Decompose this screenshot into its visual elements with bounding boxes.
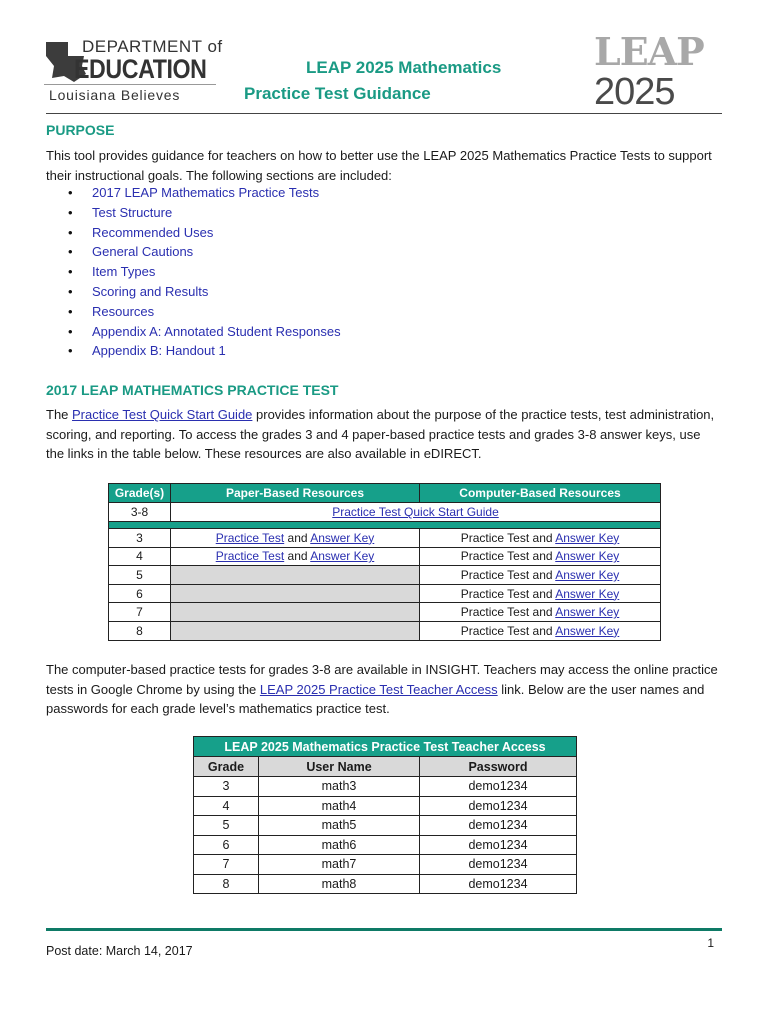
col-header-password: Password	[420, 757, 577, 777]
logo-line1: DEPARTMENT of	[82, 37, 223, 56]
table-row	[194, 816, 577, 836]
table-row	[194, 855, 577, 875]
leap-2025-logo	[594, 29, 724, 113]
col-header-grade: Grade	[194, 757, 259, 777]
section-link[interactable]: • Item Types	[46, 262, 546, 282]
username-cell: math3	[259, 777, 420, 797]
table-row	[194, 777, 577, 797]
teacher-access-table	[193, 736, 577, 894]
text: Practice Test	[460, 530, 530, 545]
footer-rule	[46, 928, 722, 931]
password-cell: demo1234	[420, 796, 577, 816]
computer-cell	[420, 566, 661, 585]
paper-practice-test-link[interactable]: Practice Test	[215, 530, 285, 545]
page-number: 1	[707, 936, 714, 950]
table-row	[109, 566, 661, 585]
grade-cell: 4	[109, 547, 171, 566]
post-date: Post date: March 14, 2017	[46, 944, 193, 958]
text: provides information about the purpose of the practice tests, test administration, scoring, and reporting. To access the grades 3 and 4 paper-based practice tests and grades 3-8 answer keys, use the links in the table below. These resources are also available in eDIRECT.	[46, 407, 715, 461]
col-header-grade: Grade(s)	[109, 484, 171, 503]
grade-cell: 8	[194, 874, 259, 894]
computer-answer-key-link[interactable]: Answer Key	[555, 605, 620, 620]
col-header-paper: Paper-Based Resources	[171, 484, 420, 503]
text: Practice Test	[460, 605, 530, 620]
section-list	[46, 183, 546, 361]
grade-cell: 7	[194, 855, 259, 875]
password-cell: demo1234	[420, 855, 577, 875]
text: Practice Test	[460, 549, 530, 564]
leap-logo-word: LEAP	[594, 29, 704, 74]
header-rule	[46, 113, 722, 114]
doe-logo	[44, 37, 223, 104]
text: Practice Test	[460, 567, 530, 582]
teacher-access-link[interactable]: LEAP 2025 Practice Test Teacher Access	[259, 681, 498, 697]
computer-answer-key-link[interactable]: Answer Key	[555, 530, 620, 545]
text: and	[284, 530, 311, 545]
table-row	[109, 547, 661, 566]
section-link[interactable]: • Resources	[46, 302, 546, 322]
computer-cell	[420, 603, 661, 622]
table-spacer-row	[109, 522, 661, 529]
text: Practice Test	[460, 623, 530, 638]
username-cell: math7	[259, 855, 420, 875]
password-cell: demo1234	[420, 874, 577, 894]
password-cell: demo1234	[420, 835, 577, 855]
paper-cell	[171, 547, 420, 566]
grade-cell: 8	[109, 621, 171, 640]
logo-divider	[44, 84, 216, 85]
text: and	[284, 549, 311, 564]
grade-cell: 7	[109, 603, 171, 622]
paper-answer-key-link[interactable]: Answer Key	[310, 530, 375, 545]
text: link. Below are the user names and passwords for each grade level’s mathematics practice test.	[46, 681, 705, 716]
section-link[interactable]: • Scoring and Results	[46, 282, 546, 302]
quick-start-guide-link[interactable]: Practice Test Quick Start Guide	[72, 407, 253, 422]
resources-table	[108, 483, 661, 641]
text: and	[529, 605, 556, 620]
text: and	[529, 586, 556, 601]
text: and	[529, 530, 556, 545]
practice-text	[46, 405, 722, 464]
logo-line3: Louisiana Believes	[49, 87, 181, 103]
quick-start-cell	[171, 503, 661, 522]
logo-line2: EDUCATION	[74, 54, 207, 84]
text: The	[46, 407, 73, 422]
table-row	[194, 835, 577, 855]
grade-cell: 4	[194, 796, 259, 816]
text: Practice Test	[460, 586, 530, 601]
section-link[interactable]: • 2017 LEAP Mathematics Practice Tests	[46, 183, 546, 203]
access-table-title: LEAP 2025 Mathematics Practice Test Teacher Access	[194, 737, 577, 757]
computer-cell	[420, 529, 661, 548]
computer-cell	[420, 621, 661, 640]
purpose-text: This tool provides guidance for teachers on how to better use the LEAP 2025 Mathematics Practice Tests to support their instructional goals. The following sections are included:	[46, 148, 712, 183]
username-cell: math6	[259, 835, 420, 855]
section-link[interactable]: • Appendix B: Handout 1	[46, 341, 546, 361]
paper-answer-key-link[interactable]: Answer Key	[310, 549, 375, 564]
grade-cell: 5	[194, 816, 259, 836]
paper-cell-empty	[171, 584, 420, 603]
computer-answer-key-link[interactable]: Answer Key	[555, 549, 620, 564]
text: and	[529, 549, 556, 564]
grade-cell: 5	[109, 566, 171, 585]
practice-heading: 2017 LEAP MATHEMATICS PRACTICE TEST	[46, 382, 339, 398]
paper-cell	[171, 529, 420, 548]
grade-cell: 6	[109, 584, 171, 603]
table-row	[109, 603, 661, 622]
password-cell: demo1234	[420, 777, 577, 797]
section-link[interactable]: • Appendix A: Annotated Student Responses	[46, 322, 546, 342]
doc-title-line2: Practice Test Guidance	[244, 84, 431, 103]
paper-practice-test-link[interactable]: Practice Test	[215, 549, 285, 564]
password-cell: demo1234	[420, 816, 577, 836]
col-header-username: User Name	[259, 757, 420, 777]
col-header-computer: Computer-Based Resources	[420, 484, 661, 503]
grade-cell: 3	[109, 529, 171, 548]
grade-cell: 3-8	[109, 503, 171, 522]
quick-start-guide-table-link[interactable]: Practice Test Quick Start Guide	[332, 505, 499, 519]
text: and	[529, 623, 556, 638]
paper-cell-empty	[171, 621, 420, 640]
computer-answer-key-link[interactable]: Answer Key	[555, 586, 620, 601]
paper-cell-empty	[171, 603, 420, 622]
grade-cell: 6	[194, 835, 259, 855]
grade-cell: 3	[194, 777, 259, 797]
username-cell: math8	[259, 874, 420, 894]
purpose-heading: PURPOSE	[46, 122, 115, 138]
paper-cell-empty	[171, 566, 420, 585]
section-link[interactable]: • Recommended Uses	[46, 223, 546, 243]
username-cell: math4	[259, 796, 420, 816]
table-row	[109, 529, 661, 548]
text: The computer-based practice tests for grades 3-8 are available in INSIGHT. Teachers may access the online practice tests in Google Chrome by using the	[46, 662, 718, 697]
insight-text	[46, 660, 722, 719]
text: and	[529, 567, 556, 582]
username-cell: math5	[259, 816, 420, 836]
computer-answer-key-link[interactable]: Answer Key	[555, 623, 620, 638]
leap-logo-year: 2025	[594, 71, 675, 113]
table-row	[194, 796, 577, 816]
table-row	[194, 874, 577, 894]
section-link[interactable]: • General Cautions	[46, 242, 546, 262]
computer-cell	[420, 584, 661, 603]
computer-cell	[420, 547, 661, 566]
table-row	[109, 621, 661, 640]
doc-title-line1: LEAP 2025 Mathematics	[306, 58, 502, 77]
table-row	[109, 584, 661, 603]
section-link[interactable]: • Test Structure	[46, 203, 546, 223]
computer-answer-key-link[interactable]: Answer Key	[555, 567, 620, 582]
